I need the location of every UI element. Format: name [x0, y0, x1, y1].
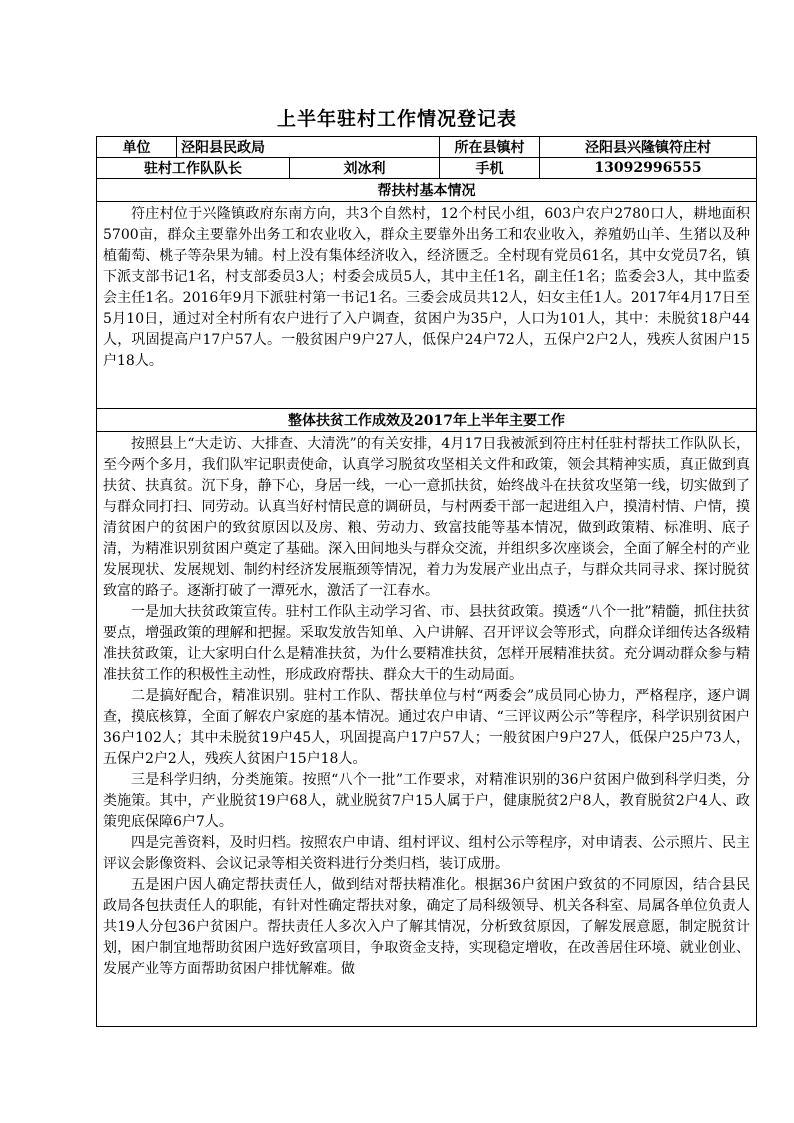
unit-value: 泾阳县民政局 — [177, 137, 440, 158]
work-paragraph: 三是科学归纳，分类施策。按照“八个一批”工作要求，对精准识别的36户贫困户做到科学归类，分类施策。其中，产业脱贫19户68人，就业脱贫7户15人属于户，健康脱贫2户8人，教育脱贫2户4人、政策兜底保障6户7人。 — [103, 772, 750, 830]
basic-section-body — [97, 202, 757, 409]
header-row-leader — [97, 158, 757, 179]
unit-label: 单位 — [97, 137, 177, 158]
work-section-heading-row — [97, 409, 757, 432]
phone-label: 手机 — [440, 158, 540, 179]
leader-value: 刘冰利 — [290, 158, 440, 179]
basic-section-heading: 帮扶村基本情况 — [97, 179, 757, 202]
work-paragraph: 按照县上“大走访、大排查、大清洗”的有关安排，4月17日我被派到符庄村任驻村帮扶工作队队长，至今两个多月，我们队牢记职责使命，认真学习脱贫攻坚相关文件和政策，领会其精神实质，真正做到真扶贫、扶真贫。沉下身，静下心，身居一线，一心一意抓扶贫，始终战斗在扶贫攻坚第一线，切实做到了与群众同打扫、同劳动。认真当好村情民意的调研员，与村两委干部一起进组入户，摸清村情、户情，摸清贫困户的贫困户的致贫原因以及房、粮、劳动力、致富技能等基本情况，做到政策精、标准明、底子清，为精准识别贫困户奠定了基础。深入田间地头与群众交流，并组织多次座谈会，全面了解全村的产业发展现状、发展规划、制约村经济发展瓶颈等情况，着力为发展产业出点子，与群众共同寻求、探讨脱贫致富的路子。逐渐打破了一潭死水，激活了一江春水。 — [103, 436, 750, 599]
work-paragraph: 一是加大扶贫政策宣传。驻村工作队主动学习省、市、县扶贫政策。摸透“八个一批”精髓，抓住扶贫要点，增强政策的理解和把握。采取发放告知单、入户讲解、召开评议会等形式，向群众详细传达各级精准扶贫政策，让大家明白什么是精准扶贫，为什么要精准扶贫，怎样开展精准扶贫。充分调动群众参与精准扶贫工作的积极性主动性，形成政府帮扶、群众大干的生动局面。 — [103, 604, 750, 683]
village-value: 泾阳县兴隆镇符庄村 — [540, 137, 757, 158]
header-row-unit — [97, 137, 757, 158]
basic-section-heading-row — [97, 179, 757, 202]
basic-section-body-row — [97, 202, 757, 409]
work-section-body — [97, 432, 757, 1027]
page-title: 上半年驻村工作情况登记表 — [276, 108, 517, 130]
registration-table — [96, 136, 757, 1027]
village-label: 所在县镇村 — [440, 137, 540, 158]
basic-paragraph: 符庄村位于兴隆镇政府东南方向，共3个自然村，12个村民小组，603户农户2780口人，耕地面积5700亩，群众主要靠外出务工和农业收入，群众主要靠外出务工和农业收入，养殖奶山羊、生猪以及种植葡萄、桃子等杂果为辅。村上没有集体经济收入，经济匮乏。全村现有党员61名，其中女党员7名，镇下派支部书记1名，村支部委员3人；村委会成员5人，其中主任1名，副主任1名；监委会3人，其中监委会主任1名。2016年9月下派驻村第一书记1名。三委会成员共12人，妇女主任1人。2017年4月17日至5月10日，通过对全村所有农户进行了入户调查，贫困户为35户，人口为101人，其中：未脱贫18户44人，巩固提高户17户57人。一般贫困户9户27人，低保户24户72人，五保户2户2人，残疾人贫困户15户18人。 — [103, 206, 750, 369]
work-paragraph: 二是搞好配合，精准识别。驻村工作队、帮扶单位与村“两委会”成员同心协力，严格程序，逐户调查，摸底核算，全面了解农户家庭的基本情况。通过农户申请、“三评议两公示”等程序，科学识别贫困户36户102人；其中未脱贫19户45人，巩固提高户17户57人；一般贫困户9户27人，低保户25户73人，五保户2户2人，残疾人贫困户15户18人。 — [103, 688, 750, 767]
work-section-body-row — [97, 432, 757, 1027]
work-section-heading: 整体扶贫工作成效及2017年上半年主要工作 — [97, 409, 757, 432]
work-paragraph: 四是完善资料，及时归档。按照农户申请、组村评议、组村公示等程序，对申请表、公示照片、民主评议会影像资料、会议记录等相关资料进行分类归档，装订成册。 — [103, 835, 750, 872]
leader-label: 驻村工作队队长 — [97, 158, 290, 179]
work-paragraph: 五是困户因人确定帮扶责任人，做到结对帮扶精准化。根据36户贫困户致贫的不同原因，结合县民政局各包扶责任人的职能，有针对性确定帮扶对象，确定了局科级领导、机关各科室、局属各单位负责人共19人分包36户贫困户。帮扶责任人多次入户了解其情况，分析致贫原因，了解发展意愿，制定脱贫计划，困户制宜地帮助贫困户选好致富项目，争取资金支持，实现稳定增收，在改善居住环境、就业创业、发展产业等方面帮助贫困户排忧解难。做 — [103, 877, 750, 977]
phone-value: 13092996555 — [540, 158, 757, 179]
